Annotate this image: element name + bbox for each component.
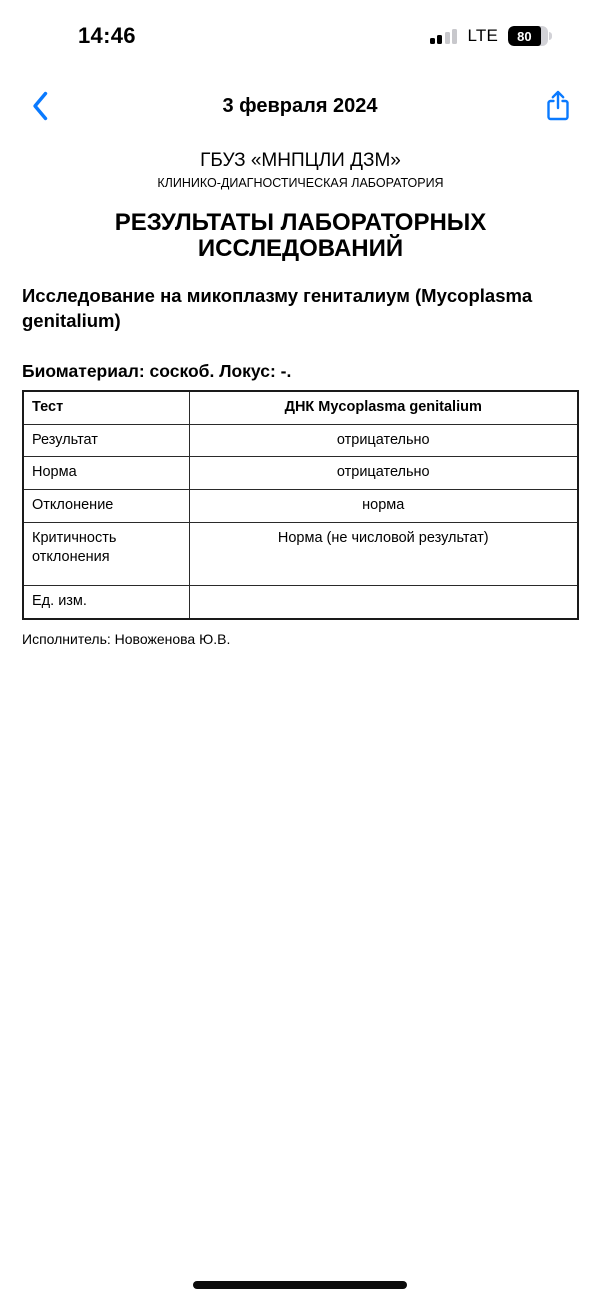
row-value: ДНК Mycoplasma genitalium	[189, 391, 578, 424]
row-value: норма	[189, 490, 578, 523]
document-title: РЕЗУЛЬТАТЫ ЛАБОРАТОРНЫХ ИССЛЕДОВАНИЙ	[114, 209, 487, 263]
executor-line: Исполнитель: Новоженова Ю.В.	[22, 630, 231, 647]
study-title: Исследование на микоплазму гениталиум (Mycoplasma genitalium)	[22, 284, 533, 331]
network-type-label: LTE	[467, 26, 498, 45]
page-title: 3 февраля 2024	[222, 94, 378, 117]
battery-percent: 80	[517, 28, 532, 44]
row-value	[189, 585, 578, 618]
status-bar	[0, 0, 600, 62]
row-label: Ед. изм.	[23, 585, 189, 618]
organization-name: ГБУЗ «МНПЦЛИ ДЗМ»	[200, 150, 401, 171]
chevron-left-icon	[32, 91, 48, 121]
table-row-units	[23, 585, 578, 618]
document-view	[22, 150, 579, 647]
home-indicator[interactable]	[193, 1281, 407, 1289]
organization-subtitle: КЛИНИКО-ДИАГНОСТИЧЕСКАЯ ЛАБОРАТОРИЯ	[157, 176, 444, 190]
table-row-deviation	[23, 490, 578, 523]
row-label: Тест	[23, 391, 189, 424]
cellular-signal-icon	[430, 29, 458, 44]
biomaterial-line: Биоматериал: соскоб. Локус: -.	[22, 360, 292, 381]
row-value: отрицательно	[189, 424, 578, 457]
clock: 14:46	[78, 23, 136, 48]
row-value: Норма (не числовой результат)	[189, 523, 578, 586]
row-label: Критичность отклонения	[23, 523, 189, 586]
share-button[interactable]	[536, 84, 580, 128]
row-value: отрицательно	[189, 457, 578, 490]
table-row-norm	[23, 457, 578, 490]
status-indicators	[430, 26, 552, 46]
table-row-criticality	[23, 523, 578, 586]
table-row-test	[23, 391, 578, 424]
row-label: Результат	[23, 424, 189, 457]
row-label: Отклонение	[23, 490, 189, 523]
table-row-result	[23, 424, 578, 457]
share-icon	[543, 88, 573, 124]
nav-bar	[0, 80, 600, 132]
battery-icon	[508, 26, 552, 46]
back-button[interactable]	[20, 86, 60, 126]
row-label: Норма	[23, 457, 189, 490]
battery-cap	[549, 32, 552, 40]
results-table	[22, 390, 579, 620]
